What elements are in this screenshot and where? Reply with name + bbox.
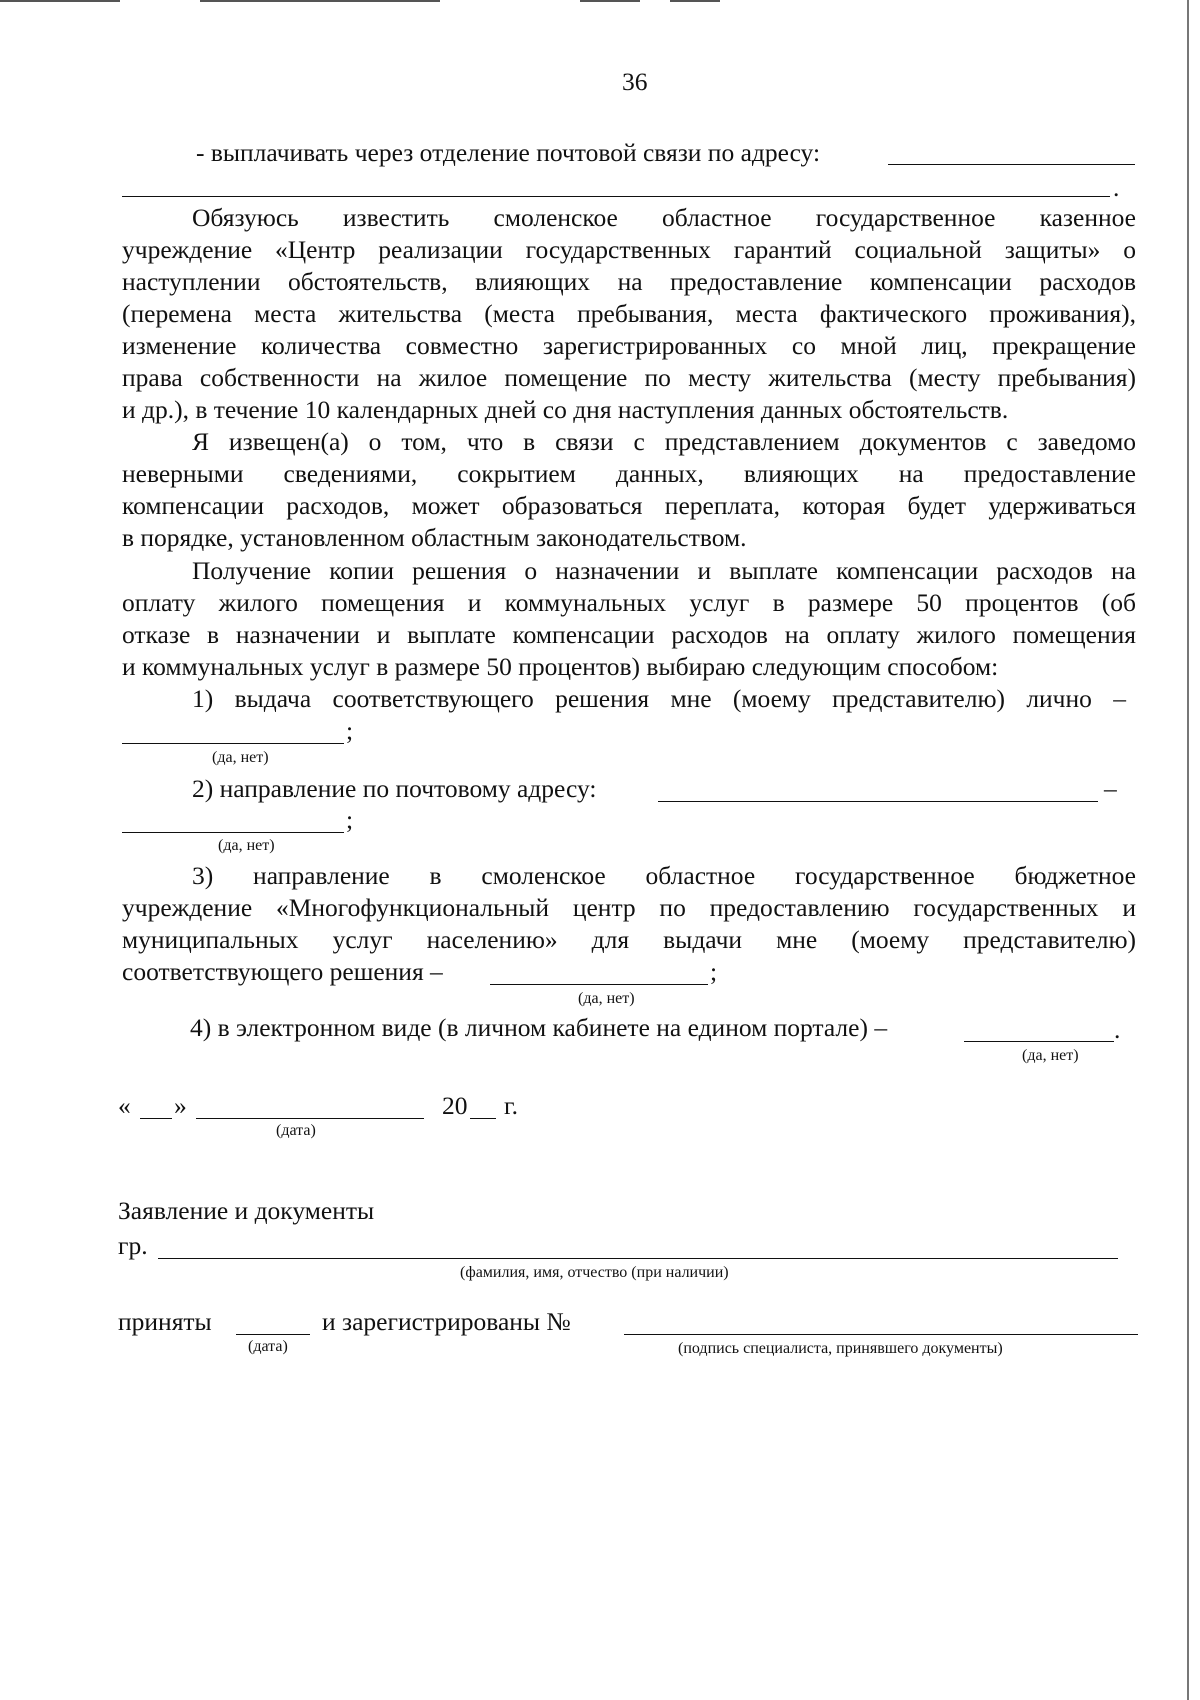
paragraph-line: неверными сведениями, сокрытием данных, влияющих на предоставление [122,459,1136,488]
registration-signature-field[interactable] [624,1334,1138,1335]
period: . [1113,173,1120,202]
paragraph-line: наступлении обстоятельств, влияющих на предоставление компенсации расходов [122,267,1136,296]
accepted-label: приняты [118,1307,212,1336]
scan-mark [670,0,720,2]
yes-no-caption: (да, нет) [1022,1047,1079,1064]
date-year-field[interactable] [470,1118,496,1119]
paragraph-line: отказе в назначении и выплате компенсации расходов на оплату жилого помещения [122,620,1136,649]
postal-payment-text: - выплачивать через отделение почтовой связи по адресу: [196,138,821,167]
option-2-text: 2) направление по почтовому адресу: [192,774,597,803]
paragraph-line: (перемена места жительства (места пребывания, места фактического проживания), [122,299,1136,328]
scan-mark [200,0,440,2]
dash: – [1104,774,1117,803]
option-4-answer-field[interactable] [964,1041,1114,1042]
paragraph-line: и др.), в течение 10 календарных дней со дня наступления данных обстоятельств. [122,395,1009,424]
paragraph-line: оплату жилого помещения и коммунальных услуг в размере 50 процентов (об [122,588,1136,617]
year-suffix: г. [504,1091,518,1120]
option-2-address-field[interactable] [658,801,1098,802]
scan-mark [580,0,640,2]
semicolon: ; [710,957,718,986]
date-quote-open: « [118,1091,131,1120]
date-day-field[interactable] [140,1118,172,1119]
paragraph-line: Получение копии решения о назначении и выплате компенсации расходов на [192,556,1136,585]
signature-caption: (подпись специалиста, принявшего документы) [678,1340,1003,1357]
year-prefix: 20 [442,1091,468,1120]
fio-caption: (фамилия, имя, отчество (при наличии) [460,1264,729,1281]
paragraph-line: права собственности на жилое помещение по месту жительства (месту пребывания) [122,363,1136,392]
paragraph-line: учреждение «Центр реализации государственных гарантий социальной защиты» о [122,235,1136,264]
option-4-text: 4) в электронном виде (в личном кабинете на едином портале) – [190,1013,888,1042]
paragraph-line: в порядке, установленном областным законодательством. [122,523,747,552]
registered-label: и зарегистрированы № [322,1307,571,1336]
period: . [1114,1015,1121,1044]
option-3-text: муниципальных услуг населению» для выдачи мне (моему представителю) [122,925,1136,954]
option-1-answer-field[interactable] [122,743,344,744]
yes-no-caption: (да, нет) [212,749,269,766]
date-caption: (дата) [276,1122,316,1139]
accepted-date-field[interactable] [236,1334,310,1335]
option-3-text: 3) направление в смоленское областное государственное бюджетное [192,861,1136,890]
date-month-field[interactable] [196,1118,424,1119]
paragraph-line: Обязуюсь известить смоленское областное государственное казенное [192,203,1136,232]
accepted-date-caption: (дата) [248,1338,288,1355]
citizen-name-field[interactable] [158,1258,1118,1259]
semicolon: ; [346,805,354,834]
yes-no-caption: (да, нет) [218,837,275,854]
semicolon: ; [346,716,354,745]
yes-no-caption: (да, нет) [578,990,635,1007]
option-2-answer-field[interactable] [122,832,344,833]
paragraph-line: компенсации расходов, может образоваться переплата, которая будет удерживаться [122,491,1136,520]
option-3-answer-field[interactable] [490,984,708,985]
option-3-text: соответствующего решения – [122,957,443,986]
scan-mark [0,0,120,2]
paragraph-line: Я извещен(а) о том, что в связи с представлением документов с заведомо [192,427,1136,456]
date-quote-close: » [174,1091,187,1120]
paragraph-line: изменение количества совместно зарегистрированных со мной лиц, прекращение [122,331,1136,360]
citizen-label: гр. [118,1231,148,1260]
option-1-text: 1) выдача соответствующего решения мне (моему представителю) лично – [192,684,1126,713]
postal-address-field[interactable] [888,164,1135,165]
postal-address-field-continued[interactable] [122,196,1110,197]
statement-label: Заявление и документы [118,1196,375,1225]
paragraph-line: и коммунальных услуг в размере 50 процентов) выбираю следующим способом: [122,652,999,681]
option-3-text: учреждение «Многофункциональный центр по предоставлению государственных и [122,893,1136,922]
page-number: 36 [622,67,648,96]
page-edge [1187,0,1189,1700]
